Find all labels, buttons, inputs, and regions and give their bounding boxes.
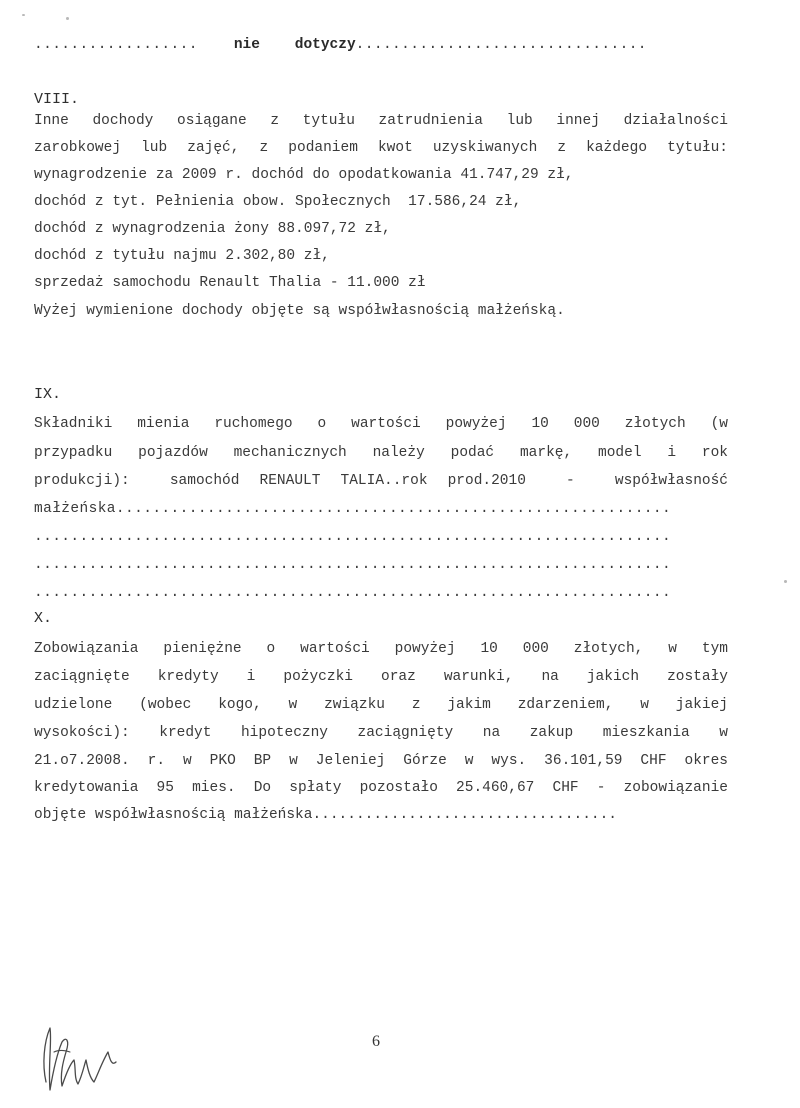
- section-x-line: zaciągnięte kredyty i pożyczki oraz warunki, na jakich zostały: [34, 669, 728, 685]
- scan-speck: [784, 580, 787, 583]
- section-ix-dotted-line: ......................................................................: [34, 529, 672, 545]
- section-viii-line: wynagrodzenie za 2009 r. dochód do opodatkowania 41.747,29 zł,: [34, 167, 574, 183]
- section-viii-line: dochód z tyt. Pełnienia obow. Społecznych 17.586,24 zł,: [34, 194, 522, 210]
- page-number: 6: [372, 1033, 380, 1050]
- top-line: [34, 36, 728, 54]
- section-viii-line: dochód z wynagrodzenia żony 88.097,72 zł,: [34, 221, 391, 237]
- section-viii-line: sprzedaż samochodu Renault Thalia - 11.000 zł: [34, 275, 426, 291]
- section-x-line: kredytowania 95 mies. Do spłaty pozostało 25.460,67 CHF - zobowiązanie: [34, 780, 728, 796]
- section-ix-heading: IX.: [34, 386, 62, 403]
- section-ix-dotted-line: ......................................................................: [34, 557, 672, 573]
- trailing-dots: ................................: [355, 37, 647, 53]
- section-viii-line: Inne dochody osiągane z tytułu zatrudnienia lub innej działalności: [34, 113, 728, 129]
- section-viii-line: Wyżej wymienione dochody objęte są współwłasnością małżeńską.: [34, 303, 565, 319]
- scan-speck: [22, 14, 25, 16]
- section-viii-line: zarobkowej lub zajęć, z podaniem kwot uzyskiwanych z każdego tytułu:: [34, 140, 728, 156]
- section-x-line: udzielone (wobec kogo, w związku z jakim zdarzeniem, w jakiej: [34, 697, 728, 713]
- section-x-line: Zobowiązania pieniężne o wartości powyżej 10 000 złotych, w tym: [34, 641, 728, 657]
- not-applicable-text: nie dotyczy: [233, 37, 356, 53]
- scan-speck: [66, 17, 69, 20]
- section-ix-line: małżeńska.............................................................: [34, 501, 672, 517]
- section-viii-heading: VIII.: [34, 91, 80, 108]
- handwritten-signature: [36, 1012, 126, 1102]
- section-x-heading: X.: [34, 610, 53, 627]
- section-ix-dotted-line: ......................................................................: [34, 585, 672, 601]
- section-viii-line: dochód z tytułu najmu 2.302,80 zł,: [34, 248, 330, 264]
- section-ix-line: Składniki mienia ruchomego o wartości powyżej 10 000 złotych (w: [34, 416, 728, 432]
- leading-dots: ..................: [34, 37, 198, 53]
- section-x-line: wysokości): kredyt hipoteczny zaciągnięty na zakup mieszkania w: [34, 725, 728, 741]
- section-ix-line: produkcji): samochód RENAULT TALIA..rok prod.2010 - współwłasność: [34, 473, 728, 489]
- section-ix-line: przypadku pojazdów mechanicznych należy podać markę, model i rok: [34, 445, 728, 461]
- section-x-line: 21.o7.2008. r. w PKO BP w Jeleniej Górze w wys. 36.101,59 CHF okres: [34, 753, 728, 769]
- section-x-line: objęte współwłasnością małżeńska...................................: [34, 807, 617, 823]
